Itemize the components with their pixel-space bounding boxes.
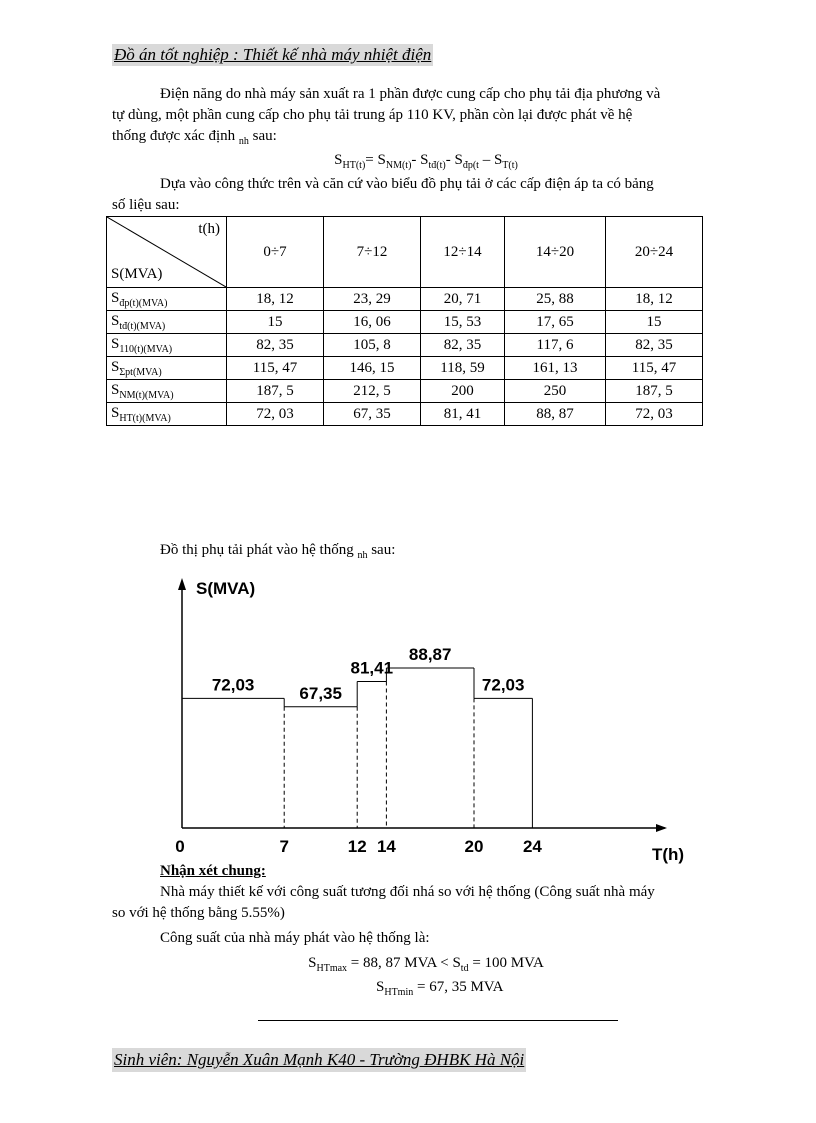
table-cell: 115, 47 (227, 357, 324, 380)
x-tick-label: 7 (279, 837, 289, 856)
x-axis-label: T(h) (652, 845, 685, 864)
page-header: Đồ án tốt nghiệp : Thiết kế nhà máy nhiệt điện (114, 45, 432, 64)
table-cell: 25, 88 (505, 288, 606, 311)
remarks-title (112, 861, 740, 882)
data-table (106, 216, 703, 426)
remarks-line-2: so với hệ thống bằng 5.55%) (112, 905, 285, 921)
chart-caption: Đồ thị phụ tải phát vào hệ thống $_{nh}$ sau: (160, 542, 396, 561)
table-cell: 15 (606, 311, 703, 334)
row-label: $S_{\Sigma pt(MVA)}$ (107, 357, 227, 380)
remarks-heading: Nhận xét chung: (160, 863, 266, 879)
para2-line-2: số liệu sau: (112, 197, 180, 213)
x-tick-label: 12 (347, 837, 367, 856)
x-tick-label: 20 (464, 837, 484, 856)
row-label: $S_{HT(t)(MVA)}$ (107, 403, 227, 426)
intro-line-3-sub: nh (238, 136, 249, 147)
intro-line-1: Điện năng do nhà máy sản xuất ra 1 phần được cung cấp cho phụ tải địa phương và (160, 86, 661, 102)
table-cell: 200 (421, 380, 505, 403)
corner-power-label: S(MVA) (111, 266, 163, 282)
table-cell: 82, 35 (227, 334, 324, 357)
row-label: $S_{110(t)(MVA)}$ (107, 334, 227, 357)
remarks-line-3: Công suất của nhà máy phát vào hệ thống là: (160, 930, 430, 946)
table-row (107, 380, 703, 403)
column-header: 7÷12 (324, 217, 421, 288)
column-header: 14÷20 (505, 217, 606, 288)
table-cell: 118, 59 (421, 357, 505, 380)
table-cell: 82, 35 (606, 334, 703, 357)
table-cell: 117, 6 (505, 334, 606, 357)
table-corner-cell (107, 217, 227, 288)
table-cell: 17, 65 (505, 311, 606, 334)
row-label: $S_{NM(t)(MVA)}$ (107, 380, 227, 403)
data-label: 72,03 (211, 675, 255, 695)
data-label: 72,03 (481, 675, 525, 695)
y-axis-arrow-icon (178, 578, 186, 590)
remarks-eq-2: $S_{HTmin} = 67$, 35 MVA (376, 979, 504, 998)
table-cell: 146, 15 (324, 357, 421, 380)
column-header: 12÷14 (421, 217, 505, 288)
table-row (107, 403, 703, 426)
table-cell: 67, 35 (324, 403, 421, 426)
table-row (107, 311, 703, 334)
table-cell: 18, 12 (227, 288, 324, 311)
intro-line-3-text: thống được xác định (112, 128, 236, 144)
intro-line-3-end: sau: (252, 128, 277, 144)
row-label: $S_{tđ(t)(MVA)}$ (107, 311, 227, 334)
remarks-line-1: Nhà máy thiết kế với công suất tương đối nhá so với hệ thống (Công suất nhà máy (160, 884, 655, 900)
x-tick-label: 0 (175, 837, 185, 856)
table-row (107, 334, 703, 357)
table-cell: 72, 03 (606, 403, 703, 426)
table-cell: 212, 5 (324, 380, 421, 403)
table-cell: 115, 47 (606, 357, 703, 380)
column-header: 20÷24 (606, 217, 703, 288)
table-cell: 187, 5 (606, 380, 703, 403)
formula: $S_{HT(t)}= S_{NM(t)}-$ $S_{tđ(t)}-$ $S_{đp(t} - S_{T(t)}$ (334, 152, 518, 171)
table-cell: 18, 12 (606, 288, 703, 311)
table-cell: 72, 03 (227, 403, 324, 426)
x-axis-arrow-icon (656, 824, 667, 832)
table-cell: 15 (227, 311, 324, 334)
data-label: 67,35 (299, 683, 342, 703)
separator-line (258, 1020, 618, 1021)
table-row (107, 357, 703, 380)
table-cell: 161, 13 (505, 357, 606, 380)
table-cell: 187, 5 (227, 380, 324, 403)
table-cell: 20, 71 (421, 288, 505, 311)
para2-line-1: Dựa vào công thức trên và căn cứ vào biểu đồ phụ tải ở các cấp điện áp ta có bảng (160, 176, 654, 192)
data-label: 81,41 (350, 658, 394, 678)
x-tick-label: 14 (376, 837, 396, 856)
table-cell: 15, 53 (421, 311, 505, 334)
table-cell: 105, 8 (324, 334, 421, 357)
corner-time-label: t(h) (198, 221, 220, 237)
intro-line-3 (112, 126, 740, 152)
table-row (107, 288, 703, 311)
table-cell: 23, 29 (324, 288, 421, 311)
table-header-row (107, 217, 703, 288)
row-label: $S_{đp(t)(MVA)}$ (107, 288, 227, 311)
intro-line-2: tự dùng, một phần cung cấp cho phụ tải trung áp 110 KV, phần còn lại được phát về hệ (112, 107, 633, 123)
column-header: 0÷7 (227, 217, 324, 288)
table-cell: 88, 87 (505, 403, 606, 426)
page-footer: Sinh viên: Nguyễn Xuân Mạnh K40 - Trường ĐHBK Hà Nội (112, 1048, 526, 1072)
x-tick-label: 24 (522, 837, 542, 856)
table-cell: 16, 06 (324, 311, 421, 334)
remarks-eq-1: $S_{HTmax} = 88$, 87 MVA < $S_{td} = 100$ MVA (308, 955, 544, 974)
step-chart (150, 570, 690, 870)
table-cell: 82, 35 (421, 334, 505, 357)
table-cell: 81, 41 (421, 403, 505, 426)
table-cell: 250 (505, 380, 606, 403)
data-label: 88,87 (408, 645, 452, 665)
y-axis-label: S(MVA) (196, 579, 256, 598)
